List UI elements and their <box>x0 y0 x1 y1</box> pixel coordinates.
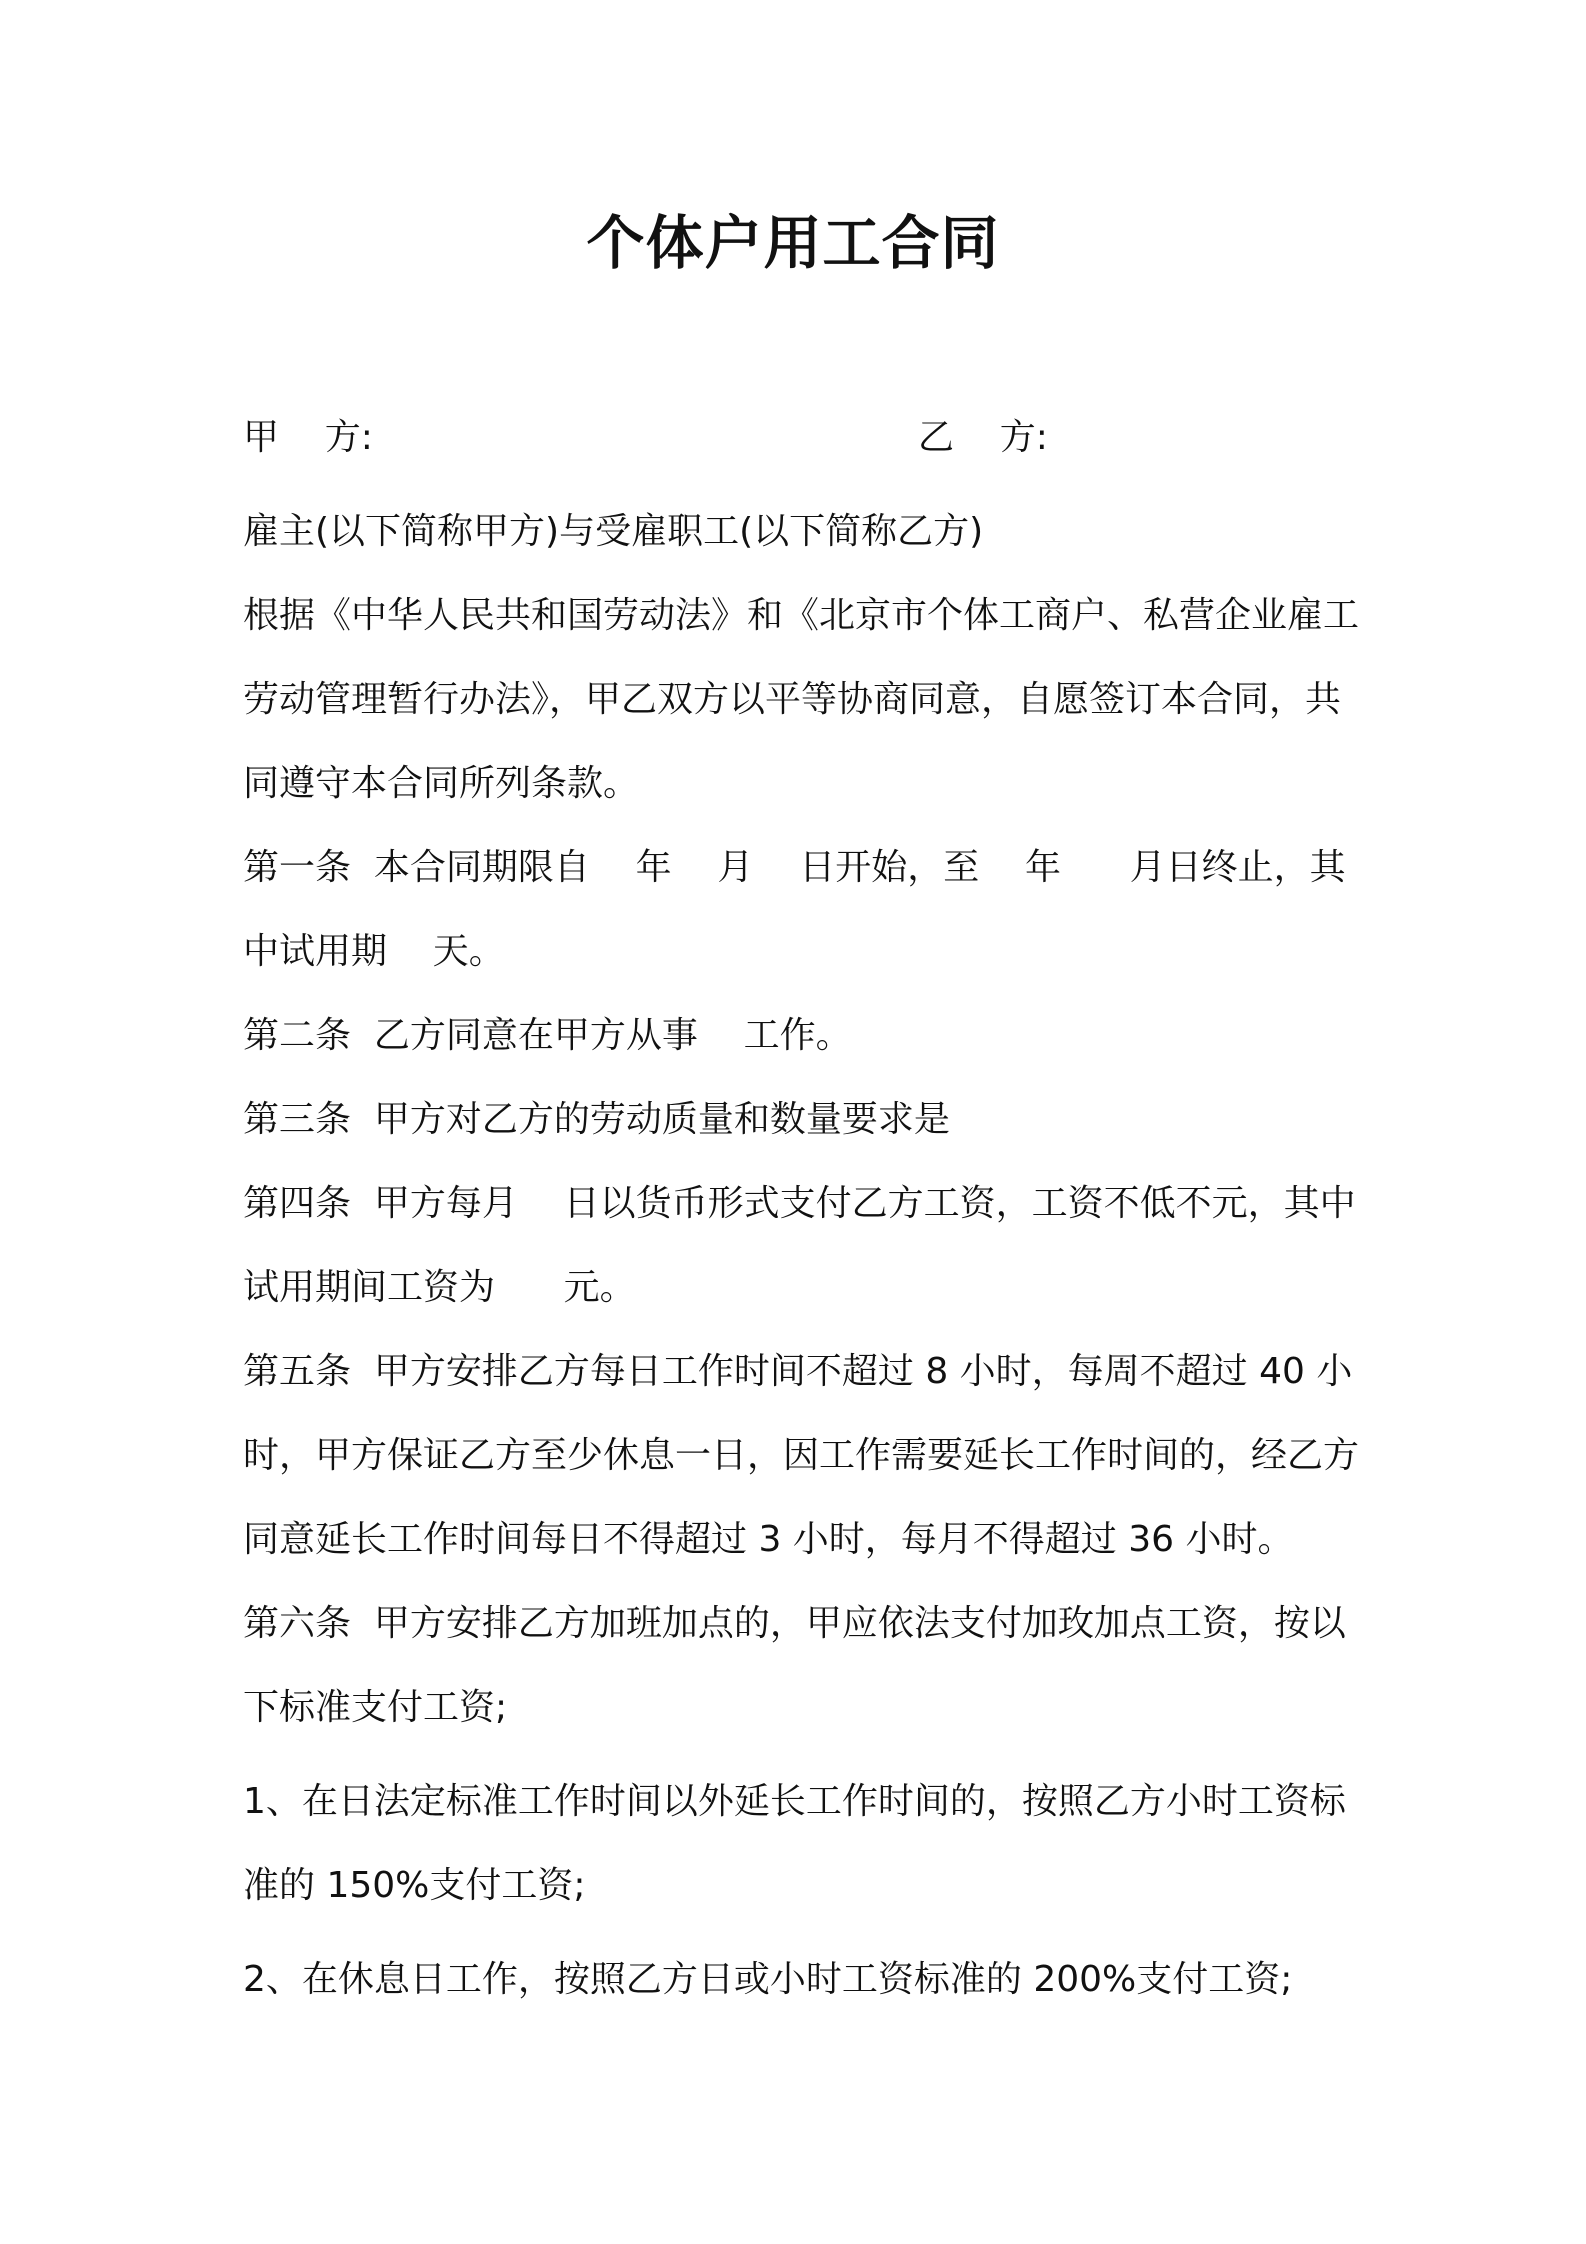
article-6-item-1: 1、在日法定标准工作时间以外延长工作时间的，按照乙方小时工资标准的 150%支付工资; <box>243 1781 1346 1906</box>
article-3: 第三条 甲方对乙方的劳动质量和数量要求是 <box>243 1099 950 1140</box>
article-6-item-2: 2、在休息日工作，按照乙方日或小时工资标准的 200%支付工资; <box>243 1959 1293 2000</box>
contract-body <box>243 490 1373 2022</box>
article-5: 第五条 甲方安排乙方每日工作时间不超过 8 小时，每周不超过 40 小时，甲方保证乙方至少休息一日，因工作需要延长工作时间的，经乙方同意延长工作时间每日不得超过 3 小时，每月不得超过 36 小时。 <box>243 1351 1360 1560</box>
party-b-label: 乙 方: <box>918 417 1048 458</box>
party-a-label: 甲 方: <box>243 417 373 458</box>
article-1: 第一条 本合同期限自 年 月 日开始，至 年 月日终止，其中试用期 天。 <box>243 847 1346 972</box>
paragraph-preamble: 根据《中华人民共和国劳动法》和《北京市个体工商户、私营企业雇工劳动管理暂行办法》，甲乙双方以平等协商同意，自愿签订本合同，共同遵守本合同所列条款。 <box>243 595 1360 804</box>
paragraph-parties-definition: 雇主(以下简称甲方)与受雇职工(以下简称乙方) <box>243 511 984 552</box>
parties-line <box>243 410 1373 466</box>
article-2: 第二条 乙方同意在甲方从事 工作。 <box>243 1015 852 1056</box>
article-4: 第四条 甲方每月 日以货币形式支付乙方工资，工资不低不元，其中试用期间工资为 元。 <box>243 1183 1356 1308</box>
document-title: 个体户用工合同 <box>586 209 1000 277</box>
article-6: 第六条 甲方安排乙方加班加点的，甲应依法支付加玫加点工资，按以下标准支付工资; <box>243 1603 1346 1728</box>
